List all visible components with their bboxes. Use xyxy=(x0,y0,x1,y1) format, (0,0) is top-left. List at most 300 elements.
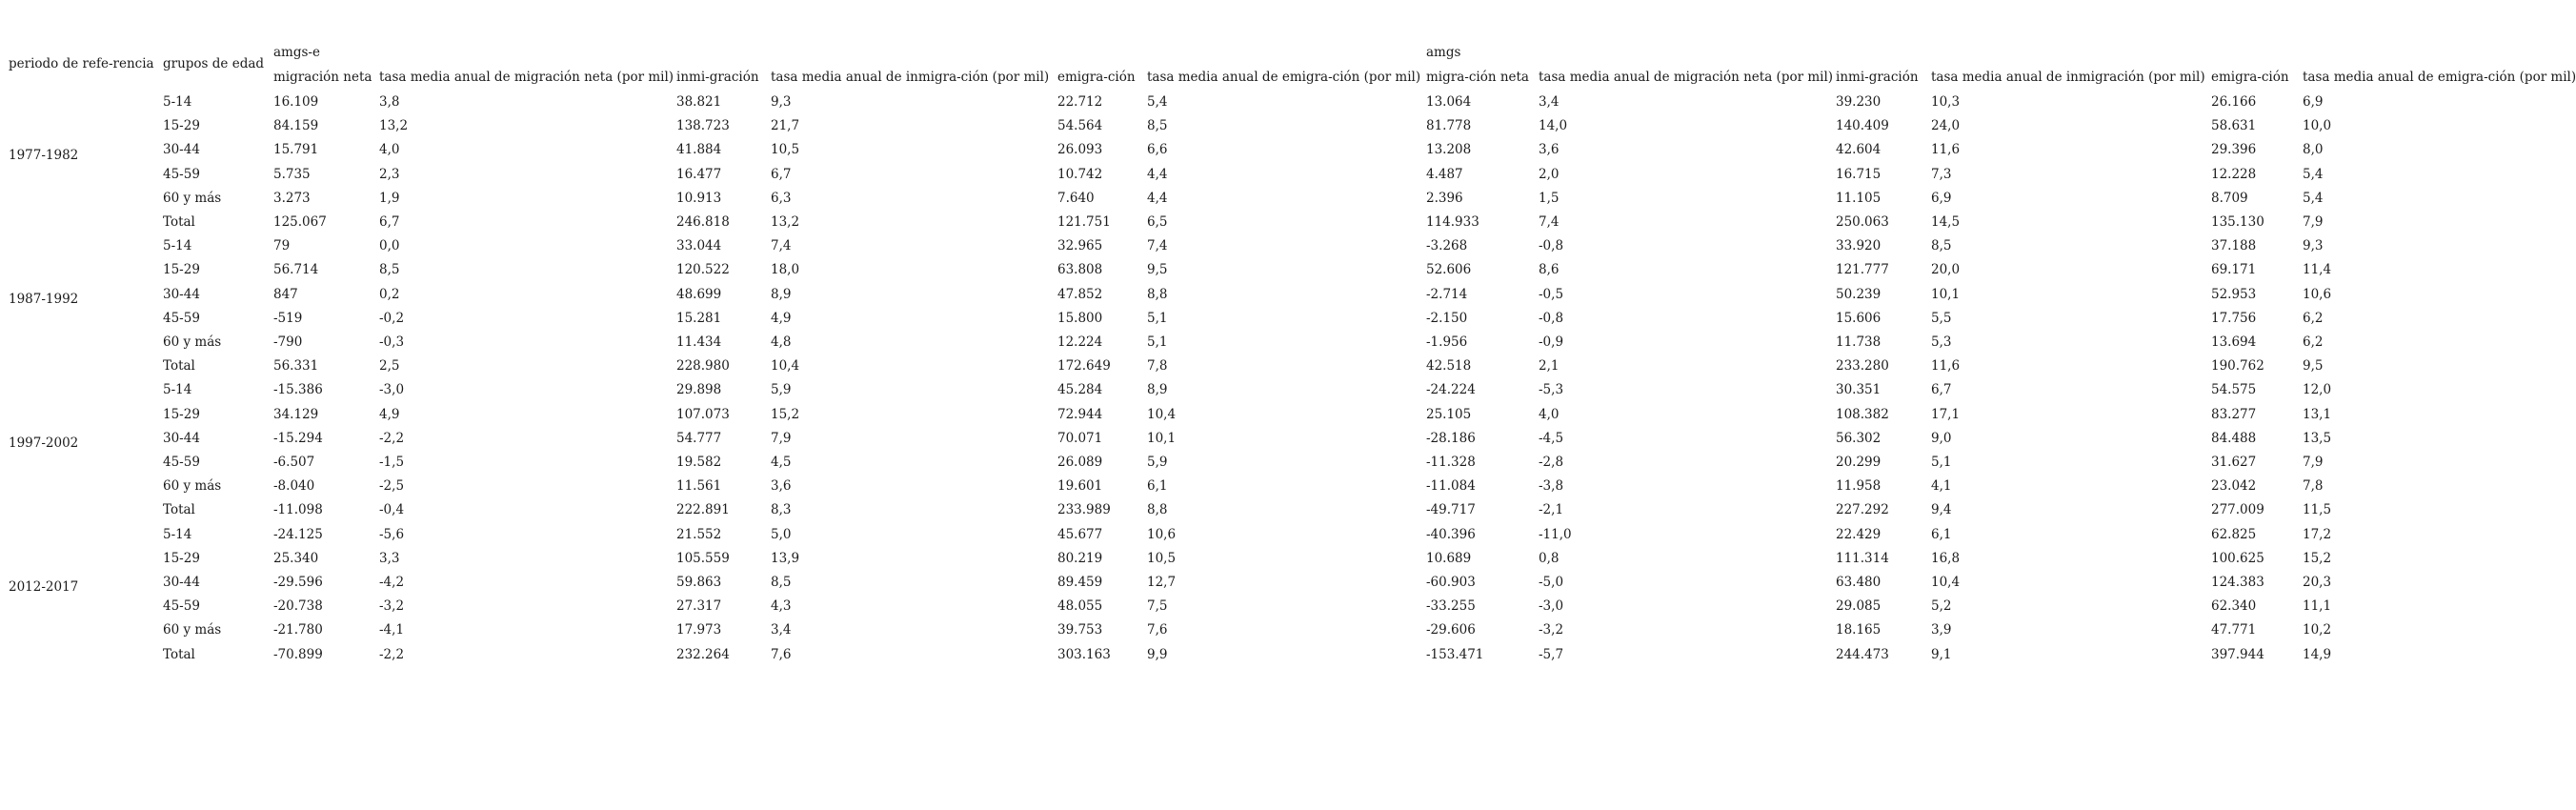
column-header: inmi-gración xyxy=(1836,70,1919,85)
value-cell: 11,4 xyxy=(2303,262,2332,278)
value-cell: 190.762 xyxy=(2211,358,2264,375)
value-cell: 26.166 xyxy=(2211,94,2257,110)
value-cell: 9,0 xyxy=(1931,430,1952,446)
period-label: 1997-2002 xyxy=(9,435,79,451)
value-cell: 29.898 xyxy=(676,382,722,398)
value-cell: 7,6 xyxy=(1147,622,1168,638)
age-group-cell: 5-14 xyxy=(163,526,192,542)
value-cell: 62.340 xyxy=(2211,598,2257,615)
value-cell: -21.780 xyxy=(273,622,323,638)
value-cell: 233.989 xyxy=(1057,502,1111,518)
value-cell: 2.396 xyxy=(1426,190,1463,206)
value-cell: 15.606 xyxy=(1836,310,1882,326)
value-cell: 4,0 xyxy=(1539,406,1560,422)
value-cell: -5,0 xyxy=(1539,575,1564,590)
value-cell: 4,0 xyxy=(379,142,400,158)
value-cell: 111.314 xyxy=(1836,550,1889,566)
value-cell: 5,3 xyxy=(1931,334,1952,350)
value-cell: 9,1 xyxy=(1931,646,1952,662)
age-group-cell: 60 y más xyxy=(163,190,222,206)
value-cell: 20,0 xyxy=(1931,262,1961,278)
value-cell: 10,6 xyxy=(2303,286,2332,302)
value-cell: 10.913 xyxy=(676,190,722,206)
age-group-cell: 45-59 xyxy=(163,166,200,182)
value-cell: 2,1 xyxy=(1539,358,1560,375)
value-cell: 12.224 xyxy=(1057,334,1103,350)
value-cell: 11,6 xyxy=(1931,358,1961,375)
value-cell: 7,9 xyxy=(2303,214,2324,230)
value-cell: 26.093 xyxy=(1057,142,1103,158)
value-cell: 3,6 xyxy=(771,478,792,495)
value-cell: 6,9 xyxy=(2303,94,2324,110)
value-cell: 48.699 xyxy=(676,286,722,302)
value-cell: 33.044 xyxy=(676,238,722,254)
value-cell: -2.150 xyxy=(1426,310,1468,326)
value-cell: 23.042 xyxy=(2211,478,2257,495)
value-cell: 8,5 xyxy=(771,575,792,590)
value-cell: 4,3 xyxy=(771,598,792,615)
value-cell: 5,0 xyxy=(771,526,792,542)
value-cell: 18,0 xyxy=(771,262,800,278)
value-cell: 21,7 xyxy=(771,118,800,134)
value-cell: 63.808 xyxy=(1057,262,1103,278)
value-cell: 8,9 xyxy=(1147,382,1168,398)
group-header-amgs-e: amgs-e xyxy=(273,45,320,60)
age-group-cell: 15-29 xyxy=(163,550,200,566)
value-cell: 6,5 xyxy=(1147,214,1168,230)
value-cell: 10,4 xyxy=(1147,406,1177,422)
value-cell: 37.188 xyxy=(2211,238,2257,254)
value-cell: -2,8 xyxy=(1539,455,1564,470)
value-cell: -0,8 xyxy=(1539,238,1564,254)
value-cell: 9,3 xyxy=(2303,238,2324,254)
value-cell: 42.604 xyxy=(1836,142,1882,158)
value-cell: -1.956 xyxy=(1426,334,1468,350)
value-cell: 21.552 xyxy=(676,526,722,542)
value-cell: -4,5 xyxy=(1539,430,1564,446)
value-cell: 11.434 xyxy=(676,334,722,350)
value-cell: 13,2 xyxy=(771,214,800,230)
value-cell: 47.852 xyxy=(1057,286,1103,302)
value-cell: 9,5 xyxy=(1147,262,1168,278)
value-cell: 6,7 xyxy=(1931,382,1952,398)
value-cell: 2,3 xyxy=(379,166,400,182)
value-cell: 114.933 xyxy=(1426,214,1479,230)
value-cell: 4,4 xyxy=(1147,166,1168,182)
value-cell: 56.302 xyxy=(1836,430,1882,446)
column-header: tasa media anual de migración neta (por mil) xyxy=(1539,70,1834,85)
value-cell: 10,1 xyxy=(1931,286,1961,302)
value-cell: 108.382 xyxy=(1836,406,1889,422)
value-cell: -3.268 xyxy=(1426,238,1468,254)
value-cell: -11.328 xyxy=(1426,455,1476,470)
value-cell: 13,9 xyxy=(771,550,800,566)
value-cell: -0,4 xyxy=(379,502,405,518)
age-group-cell: 30-44 xyxy=(163,286,200,302)
value-cell: 228.980 xyxy=(676,358,730,375)
value-cell: 15,2 xyxy=(771,406,800,422)
value-cell: 2,5 xyxy=(379,358,400,375)
column-header: tasa media anual de migración neta (por mil) xyxy=(379,70,674,85)
value-cell: 0,0 xyxy=(379,238,400,254)
value-cell: 10,1 xyxy=(1147,430,1177,446)
value-cell: 14,0 xyxy=(1539,118,1568,134)
value-cell: 7,4 xyxy=(1147,238,1168,254)
value-cell: 107.073 xyxy=(676,406,730,422)
value-cell: 13.694 xyxy=(2211,334,2257,350)
value-cell: 24,0 xyxy=(1931,118,1961,134)
value-cell: -28.186 xyxy=(1426,430,1476,446)
value-cell: 121.777 xyxy=(1836,262,1889,278)
value-cell: -24.125 xyxy=(273,526,323,542)
value-cell: 5,1 xyxy=(1147,310,1168,326)
value-cell: 4,4 xyxy=(1147,190,1168,206)
value-cell: 5,9 xyxy=(1147,455,1168,470)
value-cell: 1,9 xyxy=(379,190,400,206)
value-cell: 7,8 xyxy=(1147,358,1168,375)
value-cell: 7.640 xyxy=(1057,190,1095,206)
value-cell: 12.228 xyxy=(2211,166,2257,182)
value-cell: 847 xyxy=(273,286,298,302)
value-cell: 7,3 xyxy=(1931,166,1952,182)
column-header: tasa media anual de inmigración (por mil) xyxy=(1931,70,2205,85)
value-cell: 34.129 xyxy=(273,406,319,422)
header-age-group: grupos de edad xyxy=(163,56,265,71)
value-cell: 25.340 xyxy=(273,550,319,566)
value-cell: 7,5 xyxy=(1147,598,1168,615)
value-cell: 14,9 xyxy=(2303,646,2332,662)
value-cell: -0,3 xyxy=(379,334,405,350)
value-cell: 17,2 xyxy=(2303,526,2332,542)
age-group-cell: 30-44 xyxy=(163,142,200,158)
value-cell: 120.522 xyxy=(676,262,730,278)
value-cell: 138.723 xyxy=(676,118,730,134)
value-cell: 29.085 xyxy=(1836,598,1882,615)
age-group-cell: 5-14 xyxy=(163,238,192,254)
value-cell: 5,5 xyxy=(1931,310,1952,326)
value-cell: -4,2 xyxy=(379,575,405,590)
value-cell: 27.317 xyxy=(676,598,722,615)
column-header: migración neta xyxy=(273,70,372,85)
value-cell: 105.559 xyxy=(676,550,730,566)
period-label: 2012-2017 xyxy=(9,579,79,596)
value-cell: 89.459 xyxy=(1057,575,1103,590)
column-header: emigra-ción xyxy=(2211,70,2289,85)
value-cell: 135.130 xyxy=(2211,214,2264,230)
value-cell: -11,0 xyxy=(1539,526,1572,542)
value-cell: -153.471 xyxy=(1426,646,1484,662)
age-group-cell: 60 y más xyxy=(163,334,222,350)
value-cell: -5,6 xyxy=(379,526,405,542)
value-cell: 227.292 xyxy=(1836,502,1889,518)
value-cell: 12,0 xyxy=(2303,382,2332,398)
age-group-cell: 45-59 xyxy=(163,598,200,615)
value-cell: 11.105 xyxy=(1836,190,1882,206)
period-label: 1987-1992 xyxy=(9,291,79,307)
age-group-cell: Total xyxy=(163,214,195,230)
header-period: periodo de refe-rencia xyxy=(9,56,154,71)
value-cell: -5,3 xyxy=(1539,382,1564,398)
value-cell: 9,9 xyxy=(1147,646,1168,662)
value-cell: -790 xyxy=(273,334,303,350)
value-cell: -2,5 xyxy=(379,478,405,495)
age-group-cell: 5-14 xyxy=(163,94,192,110)
value-cell: -2,2 xyxy=(379,646,405,662)
column-header: inmi-gración xyxy=(676,70,759,85)
value-cell: 5,1 xyxy=(1931,455,1952,470)
value-cell: 13,2 xyxy=(379,118,409,134)
value-cell: 10,0 xyxy=(2303,118,2332,134)
value-cell: 8.709 xyxy=(2211,190,2248,206)
column-header: tasa media anual de emigra-ción (por mil) xyxy=(2303,70,2576,85)
value-cell: 10.689 xyxy=(1426,550,1472,566)
value-cell: 397.944 xyxy=(2211,646,2264,662)
value-cell: 6,1 xyxy=(1931,526,1952,542)
value-cell: -29.606 xyxy=(1426,622,1476,638)
value-cell: -1,5 xyxy=(379,455,405,470)
value-cell: -70.899 xyxy=(273,646,323,662)
column-header: emigra-ción xyxy=(1057,70,1136,85)
value-cell: 4,9 xyxy=(379,406,400,422)
value-cell: 81.778 xyxy=(1426,118,1472,134)
value-cell: 12,7 xyxy=(1147,575,1177,590)
value-cell: 244.473 xyxy=(1836,646,1889,662)
age-group-cell: 5-14 xyxy=(163,382,192,398)
value-cell: -2,1 xyxy=(1539,502,1564,518)
value-cell: 3,4 xyxy=(771,622,792,638)
value-cell: 10,6 xyxy=(1147,526,1177,542)
value-cell: -15.386 xyxy=(273,382,323,398)
value-cell: 83.277 xyxy=(2211,406,2257,422)
value-cell: -519 xyxy=(273,310,303,326)
value-cell: 6,2 xyxy=(2303,310,2324,326)
value-cell: 31.627 xyxy=(2211,455,2257,470)
value-cell: 4.487 xyxy=(1426,166,1463,182)
value-cell: 8,5 xyxy=(1147,118,1168,134)
value-cell: 4,9 xyxy=(771,310,792,326)
value-cell: 13,1 xyxy=(2303,406,2332,422)
value-cell: 4,1 xyxy=(1931,478,1952,495)
value-cell: 3,8 xyxy=(379,94,400,110)
value-cell: 8,0 xyxy=(2303,142,2324,158)
value-cell: 56.331 xyxy=(273,358,319,375)
value-cell: -29.596 xyxy=(273,575,323,590)
value-cell: 15.800 xyxy=(1057,310,1103,326)
value-cell: 72.944 xyxy=(1057,406,1103,422)
value-cell: 11.958 xyxy=(1836,478,1882,495)
value-cell: 233.280 xyxy=(1836,358,1889,375)
value-cell: -11.084 xyxy=(1426,478,1476,495)
value-cell: 5,4 xyxy=(2303,190,2324,206)
value-cell: 222.891 xyxy=(676,502,730,518)
value-cell: 232.264 xyxy=(676,646,730,662)
value-cell: 1,5 xyxy=(1539,190,1560,206)
value-cell: 14,5 xyxy=(1931,214,1961,230)
value-cell: 17.973 xyxy=(676,622,722,638)
value-cell: 17.756 xyxy=(2211,310,2257,326)
value-cell: 124.383 xyxy=(2211,575,2264,590)
value-cell: 5,1 xyxy=(1147,334,1168,350)
age-group-cell: 15-29 xyxy=(163,262,200,278)
value-cell: 4,5 xyxy=(771,455,792,470)
value-cell: 32.965 xyxy=(1057,238,1103,254)
value-cell: 54.575 xyxy=(2211,382,2257,398)
column-header: tasa media anual de emigra-ción (por mil) xyxy=(1147,70,1421,85)
value-cell: 62.825 xyxy=(2211,526,2257,542)
value-cell: 56.714 xyxy=(273,262,319,278)
value-cell: 52.953 xyxy=(2211,286,2257,302)
value-cell: 58.631 xyxy=(2211,118,2257,134)
value-cell: 8,8 xyxy=(1147,286,1168,302)
age-group-cell: 15-29 xyxy=(163,406,200,422)
value-cell: 3,3 xyxy=(379,550,400,566)
value-cell: 47.771 xyxy=(2211,622,2257,638)
value-cell: 121.751 xyxy=(1057,214,1111,230)
value-cell: 3,9 xyxy=(1931,622,1952,638)
value-cell: 6,6 xyxy=(1147,142,1168,158)
value-cell: 7,4 xyxy=(1539,214,1560,230)
age-group-cell: Total xyxy=(163,646,195,662)
age-group-cell: 30-44 xyxy=(163,430,200,446)
value-cell: 8,8 xyxy=(1147,502,1168,518)
value-cell: 20,3 xyxy=(2303,575,2332,590)
value-cell: 80.219 xyxy=(1057,550,1103,566)
value-cell: 39.753 xyxy=(1057,622,1103,638)
value-cell: -49.717 xyxy=(1426,502,1476,518)
value-cell: -6.507 xyxy=(273,455,315,470)
value-cell: -0,5 xyxy=(1539,286,1564,302)
age-group-cell: 30-44 xyxy=(163,575,200,590)
value-cell: 8,9 xyxy=(771,286,792,302)
value-cell: 33.920 xyxy=(1836,238,1882,254)
value-cell: 54.777 xyxy=(676,430,722,446)
value-cell: 6,2 xyxy=(2303,334,2324,350)
value-cell: 38.821 xyxy=(676,94,722,110)
group-header-amgs: amgs xyxy=(1426,45,1461,60)
value-cell: 7,9 xyxy=(2303,455,2324,470)
value-cell: 48.055 xyxy=(1057,598,1103,615)
value-cell: 6,3 xyxy=(771,190,792,206)
value-cell: -3,8 xyxy=(1539,478,1564,495)
value-cell: 79 xyxy=(273,238,291,254)
value-cell: 16.477 xyxy=(676,166,722,182)
value-cell: -2,2 xyxy=(379,430,405,446)
value-cell: -0,8 xyxy=(1539,310,1564,326)
value-cell: 11,6 xyxy=(1931,142,1961,158)
value-cell: -3,0 xyxy=(379,382,405,398)
value-cell: -33.255 xyxy=(1426,598,1476,615)
value-cell: -15.294 xyxy=(273,430,323,446)
value-cell: 0,8 xyxy=(1539,550,1560,566)
value-cell: -0,9 xyxy=(1539,334,1564,350)
value-cell: 3,4 xyxy=(1539,94,1560,110)
value-cell: 6,7 xyxy=(379,214,400,230)
value-cell: 3.273 xyxy=(273,190,311,206)
value-cell: 250.063 xyxy=(1836,214,1889,230)
value-cell: 4,8 xyxy=(771,334,792,350)
value-cell: 50.239 xyxy=(1836,286,1882,302)
value-cell: -0,2 xyxy=(379,310,405,326)
value-cell: 303.163 xyxy=(1057,646,1111,662)
value-cell: 19.582 xyxy=(676,455,722,470)
value-cell: 11.738 xyxy=(1836,334,1882,350)
value-cell: 54.564 xyxy=(1057,118,1103,134)
value-cell: -3,2 xyxy=(379,598,405,615)
value-cell: 19.601 xyxy=(1057,478,1103,495)
value-cell: -3,0 xyxy=(1539,598,1564,615)
age-group-cell: 45-59 xyxy=(163,455,200,470)
value-cell: 42.518 xyxy=(1426,358,1472,375)
value-cell: 10.742 xyxy=(1057,166,1103,182)
value-cell: 15.281 xyxy=(676,310,722,326)
age-group-cell: Total xyxy=(163,502,195,518)
value-cell: 11,5 xyxy=(2303,502,2332,518)
value-cell: 41.884 xyxy=(676,142,722,158)
value-cell: 11.561 xyxy=(676,478,722,495)
column-header: migra-ción neta xyxy=(1426,70,1529,85)
age-group-cell: 45-59 xyxy=(163,310,200,326)
value-cell: 8,5 xyxy=(1931,238,1952,254)
value-cell: 9,3 xyxy=(771,94,792,110)
value-cell: 8,5 xyxy=(379,262,400,278)
value-cell: 10,4 xyxy=(771,358,800,375)
value-cell: 172.649 xyxy=(1057,358,1111,375)
value-cell: 0,2 xyxy=(379,286,400,302)
value-cell: -20.738 xyxy=(273,598,323,615)
value-cell: 10,5 xyxy=(771,142,800,158)
value-cell: 125.067 xyxy=(273,214,327,230)
value-cell: 246.818 xyxy=(676,214,730,230)
value-cell: 10,3 xyxy=(1931,94,1961,110)
value-cell: 9,4 xyxy=(1931,502,1952,518)
value-cell: 20.299 xyxy=(1836,455,1882,470)
value-cell: 29.396 xyxy=(2211,142,2257,158)
value-cell: -4,1 xyxy=(379,622,405,638)
period-label: 1977-1982 xyxy=(9,147,79,163)
value-cell: 63.480 xyxy=(1836,575,1882,590)
value-cell: 17,1 xyxy=(1931,406,1961,422)
value-cell: 5,9 xyxy=(771,382,792,398)
value-cell: 84.159 xyxy=(273,118,319,134)
column-header: tasa media anual de inmigra-ción (por mil) xyxy=(771,70,1050,85)
value-cell: 13.208 xyxy=(1426,142,1472,158)
value-cell: -40.396 xyxy=(1426,526,1476,542)
value-cell: 84.488 xyxy=(2211,430,2257,446)
value-cell: 22.712 xyxy=(1057,94,1103,110)
value-cell: 6,9 xyxy=(1931,190,1952,206)
value-cell: 7,8 xyxy=(2303,478,2324,495)
age-group-cell: 15-29 xyxy=(163,118,200,134)
value-cell: 10,2 xyxy=(2303,622,2332,638)
value-cell: 22.429 xyxy=(1836,526,1882,542)
value-cell: 13,5 xyxy=(2303,430,2332,446)
value-cell: 6,7 xyxy=(771,166,792,182)
value-cell: -11.098 xyxy=(273,502,323,518)
age-group-cell: 60 y más xyxy=(163,622,222,638)
value-cell: 45.677 xyxy=(1057,526,1103,542)
value-cell: 10,5 xyxy=(1147,550,1177,566)
value-cell: 10,4 xyxy=(1931,575,1961,590)
value-cell: 52.606 xyxy=(1426,262,1472,278)
value-cell: 7,6 xyxy=(771,646,792,662)
value-cell: 39.230 xyxy=(1836,94,1882,110)
value-cell: 30.351 xyxy=(1836,382,1882,398)
value-cell: 7,9 xyxy=(771,430,792,446)
value-cell: 8,6 xyxy=(1539,262,1560,278)
value-cell: 5,2 xyxy=(1931,598,1952,615)
value-cell: 11,1 xyxy=(2303,598,2332,615)
value-cell: 59.863 xyxy=(676,575,722,590)
